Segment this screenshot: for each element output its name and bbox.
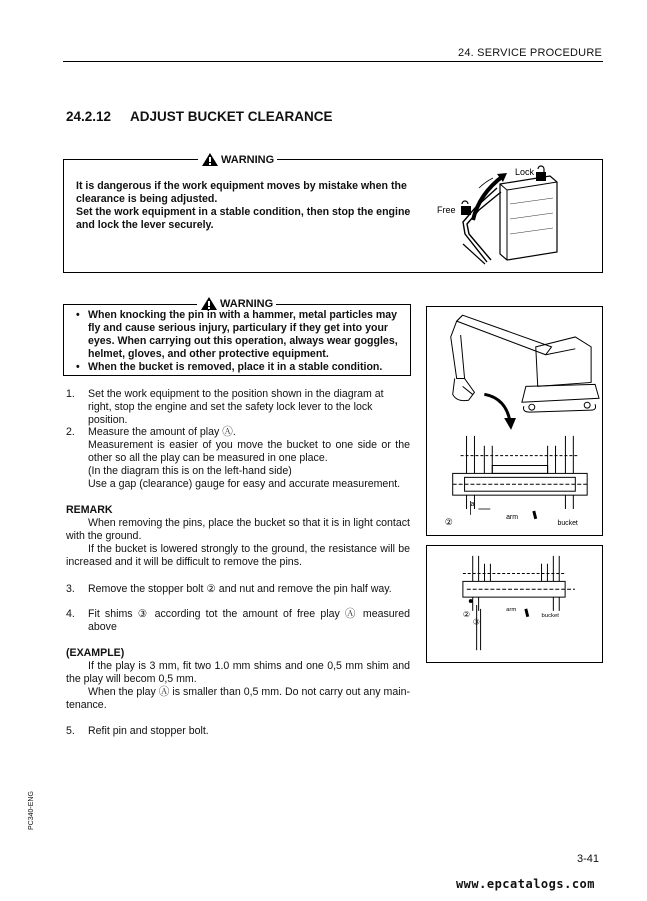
- shim-detail-figure: [426, 545, 603, 663]
- bolt-icon: [469, 599, 473, 603]
- warning-1-line: Set the work equipment in a stable condition, then stop the engine and lock the lever securely.: [76, 206, 411, 231]
- section-number: 24.2.12: [66, 109, 112, 124]
- step-text: Measure the amount of play Ⓐ.: [88, 426, 236, 438]
- step-text: Fit shims ③ according tot the amount of free play Ⓐ measured above: [88, 608, 410, 633]
- step-5: [66, 725, 410, 738]
- pin-assembly-illustration: [453, 436, 587, 509]
- arm-label: arm: [506, 513, 519, 521]
- remark-block: [66, 504, 410, 569]
- step-number: 5.: [66, 725, 75, 737]
- stopper-bolt-label: ②: [462, 609, 470, 619]
- stopper-bolt-label: ②: [444, 516, 453, 527]
- shim-assembly-illustration: [463, 556, 575, 650]
- step-number: 3.: [66, 583, 75, 595]
- bucket-label: bucket: [557, 519, 578, 527]
- warning-2-bullet: • When the bucket is removed, place it in a stable condition.: [74, 361, 409, 374]
- step-text: Set the work equipment to the position shown in the diagram at right, stop the engine and set the safety lock lever to the lock position.: [88, 388, 384, 426]
- page-number: 3-41: [576, 853, 599, 865]
- section-title-text: ADJUST BUCKET CLEARANCE: [130, 109, 333, 124]
- example-heading: (EXAMPLE): [66, 647, 125, 659]
- step-number: 1.: [66, 388, 75, 400]
- warning-label-text: WARNING: [221, 153, 275, 166]
- step-number: 4.: [66, 608, 75, 620]
- header-rule: [63, 61, 603, 62]
- bucket-label: bucket: [541, 612, 559, 619]
- excavator-bucket-figure: [426, 306, 603, 536]
- remark-paragraph: If the bucket is lowered strongly to the ground, the resistance will be increased and it will be difficult to remove the pins.: [66, 543, 410, 568]
- example-paragraph: When the play Ⓐ is smaller than 0,5 mm. Do not carry out any main- tenance.: [66, 686, 410, 711]
- section-title: [66, 109, 333, 124]
- warning-1-text: [76, 180, 416, 232]
- arrow-head-icon: [504, 418, 516, 430]
- shim-label: ③: [472, 617, 480, 627]
- step-text: (In the diagram this is on the left-hand side): [88, 465, 292, 477]
- document-code: PC340-ENG: [28, 791, 35, 830]
- bucket-arrow-icon: [484, 394, 510, 422]
- step-text: Measurement is easier of you move the bucket to one side or the other so all the play can be measured in one place.: [88, 439, 410, 464]
- arm-label: arm: [506, 606, 517, 613]
- free-label: Free: [437, 205, 456, 215]
- example-paragraph: If the play is 3 mm, fit two 1.0 mm shims and one 0,5 mm shim and the play will becom 0,5 mm.: [66, 660, 410, 685]
- warning-label-1: [198, 152, 277, 167]
- excavator-illustration: [451, 315, 599, 412]
- lock-lever-figure: [435, 164, 575, 269]
- warning-2-bullet: • When knocking the pin in with a hammer, metal particles may fly and cause serious injury, particulary if they get into your eyes. When carrying out this operation, always wear goggles, helmet, gloves, and other protective equipment.: [74, 309, 409, 361]
- step-number: 2.: [66, 426, 75, 438]
- step-text: Remove the stopper bolt ② and nut and remove the pin half way.: [88, 583, 392, 595]
- warning-1-line: It is dangerous if the work equipment moves by mistake when the clearance is being adjusted.: [76, 180, 407, 205]
- section-header: 24. SERVICE PROCEDURE: [458, 47, 602, 59]
- step-text: Use a gap (clearance) gauge for easy and accurate measurement.: [88, 478, 401, 490]
- step-1: [66, 388, 410, 427]
- step-text: Refit pin and stopper bolt.: [88, 725, 209, 737]
- warning-2-list: [74, 309, 409, 374]
- warning-triangle-icon: [201, 152, 219, 167]
- remark-paragraph: When removing the pins, place the bucket so that it is in light contact with the ground.: [66, 517, 410, 542]
- lock-closed-icon: [536, 166, 546, 181]
- step-2: [66, 426, 410, 491]
- lock-open-icon: [461, 201, 471, 215]
- lock-label: Lock: [515, 167, 535, 177]
- remark-heading: REMARK: [66, 504, 113, 516]
- play-label-a: a: [470, 501, 475, 509]
- step-4: [66, 608, 410, 634]
- step-3: [66, 583, 410, 596]
- warning-label-text: WARNING: [220, 297, 274, 310]
- example-block: [66, 647, 410, 712]
- site-url-link[interactable]: www.epcatalogs.com: [455, 877, 595, 891]
